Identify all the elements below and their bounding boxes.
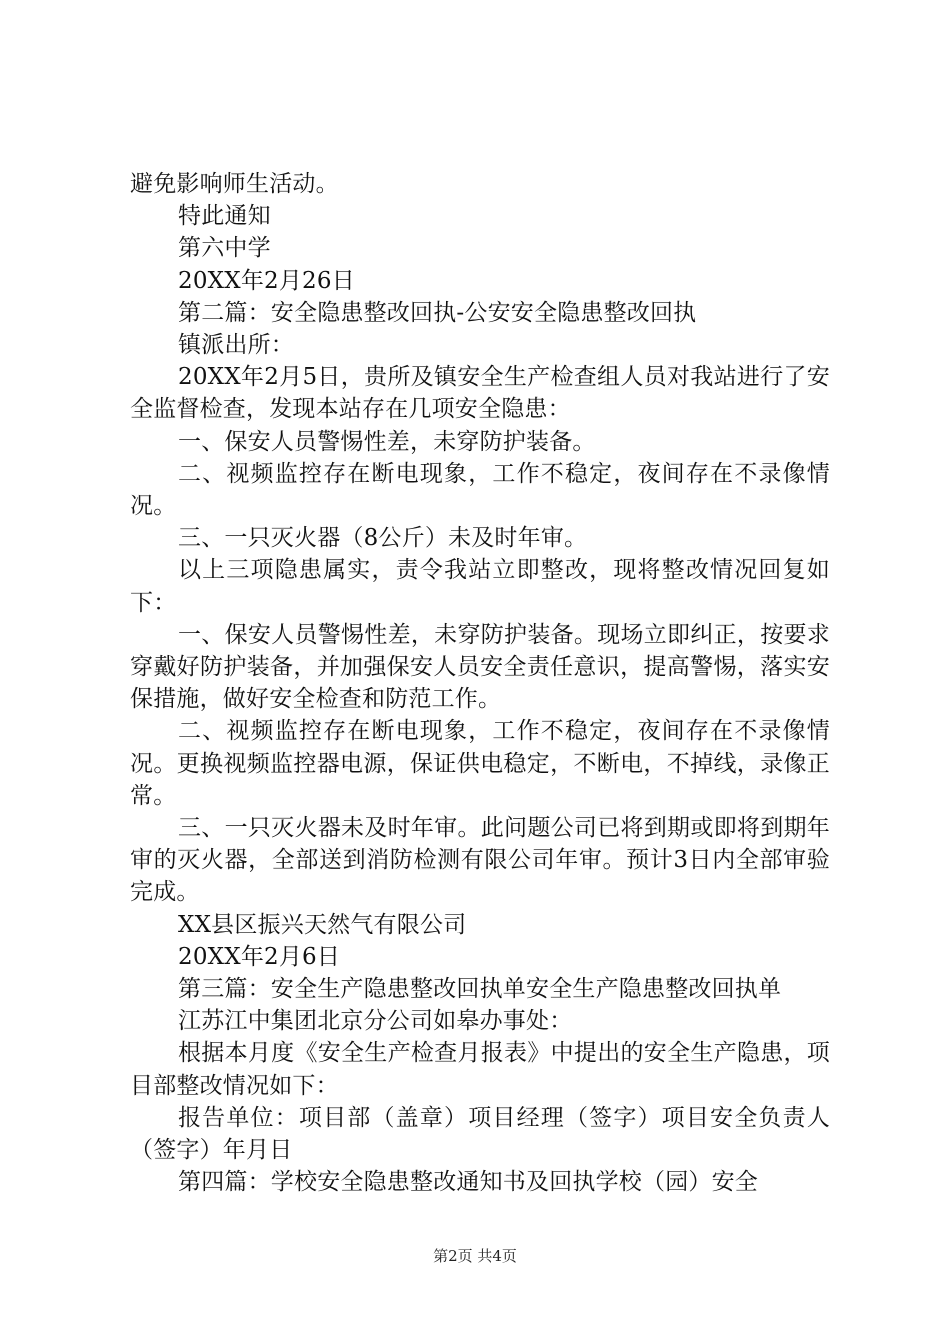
section-heading: 第三篇：安全生产隐患整改回执单安全生产隐患整改回执单 bbox=[178, 976, 782, 1003]
paragraph: 一、保安人员警惕性差，未穿防护装备。现场立即纠正，按要求穿戴好防护装备，并加强保安人员安全责任意识，提高警惕，落实安保措施，做好安全检查和防范工作。 bbox=[130, 621, 830, 713]
paragraph: 根据本月度《安全生产检查月报表》中提出的安全生产隐患，项目部整改情况如下： bbox=[130, 1040, 830, 1099]
paragraph: 20XX年2月26日 bbox=[178, 267, 355, 294]
document-body bbox=[130, 168, 830, 1199]
page-number: 第2页 共4页 bbox=[433, 1247, 517, 1265]
paragraph: 以上三项隐患属实，责令我站立即整改，现将整改情况回复如下： bbox=[130, 557, 830, 616]
paragraph: 避免影响师生活动。 bbox=[130, 171, 339, 197]
paragraph: 江苏江中集团北京分公司如皋办事处： bbox=[178, 1008, 573, 1035]
section-heading: 第四篇：学校安全隐患整改通知书及回执学校（园）安全 bbox=[178, 1169, 758, 1196]
paragraph: 报告单位：项目部（盖章）项目经理（签字）项目安全负责人（签字）年月日 bbox=[130, 1104, 830, 1164]
paragraph: 20XX年2月6日 bbox=[178, 943, 341, 970]
paragraph: 第六中学 bbox=[178, 235, 271, 262]
paragraph: XX县区振兴天然气有限公司 bbox=[178, 911, 467, 938]
paragraph: 二、视频监控存在断电现象，工作不稳定，夜间存在不录像情况。更换视频监控器电源，保证供电稳定，不断电，不掉线，录像正常。 bbox=[130, 718, 830, 809]
paragraph: 20XX年2月5日，贵所及镇安全生产检查组人员对我站进行了安全监督检查，发现本站存在几项安全隐患： bbox=[130, 364, 830, 423]
paragraph: 二、视频监控存在断电现象，工作不稳定，夜间存在不录像情况。 bbox=[130, 460, 830, 520]
page-footer bbox=[0, 1245, 950, 1266]
paragraph: 特此通知 bbox=[178, 203, 271, 230]
paragraph: 三、一只灭火器未及时年审。此问题公司已将到期或即将到期年审的灭火器，全部送到消防检测有限公司年审。预计3日内全部审验完成。 bbox=[130, 815, 830, 906]
paragraph: 一、保安人员警惕性差，未穿防护装备。 bbox=[178, 428, 596, 455]
section-heading: 第二篇：安全隐患整改回执-公安安全隐患整改回执 bbox=[178, 299, 697, 326]
paragraph: 镇派出所： bbox=[178, 332, 294, 359]
paragraph: 三、一只灭火器（8公斤）未及时年审。 bbox=[178, 525, 588, 552]
